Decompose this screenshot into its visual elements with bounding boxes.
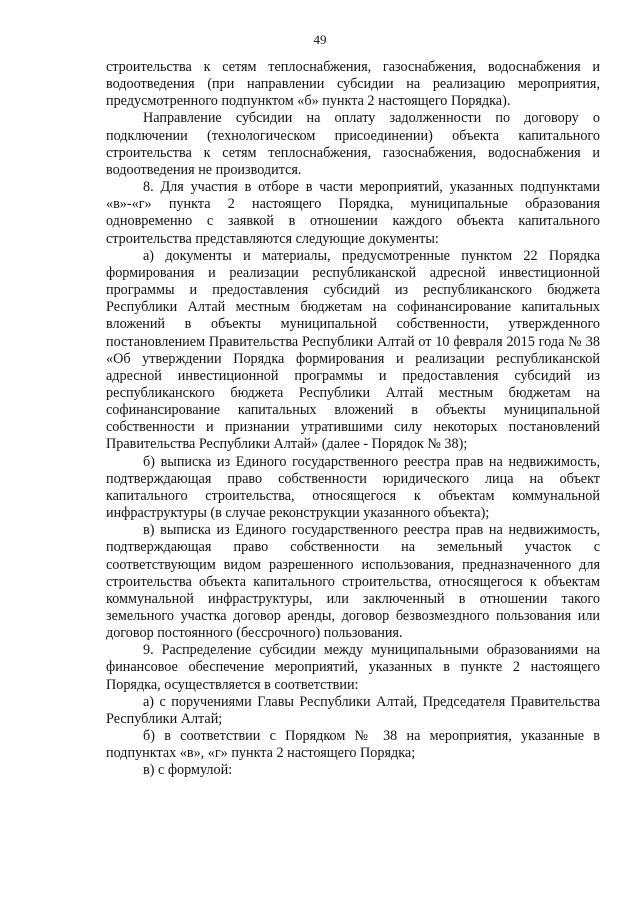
- paragraph: 9. Распределение субсидии между муниципальными образованиями на финансовое обеспечение мероприятий, указанных в пункте 2 настоящего Порядка, осуществляется в соответствии:: [106, 642, 600, 693]
- body-text: [106, 59, 600, 780]
- paragraph: строительства к сетям теплоснабжения, газоснабжения, водоснабжения и водоотведения (при направлении субсидии на реализацию мероприятия, предусмотренного подпунктом «б» пункта 2 настоящего Порядка).: [106, 59, 600, 110]
- paragraph: а) документы и материалы, предусмотренные пунктом 22 Порядка формирования и реализации республиканской адресной инвестиционной программы и предоставления субсидий из республиканского бюджета Республики Алтай местным бюджетам на софинансирование капитальных вложений в объекты муниципальной собственности, утвержденного постановлением Правительства Республики Алтай от 10 февраля 2015 года № 38 «Об утверждении Порядка формирования и реализации республиканской адресной инвестиционной программы и предоставления субсидий из республиканского бюджета Республики Алтай местным бюджетам на софинансирование капитальных вложений в объекты муниципальной собственности и признании утратившими силу некоторых постановлений Правительства Республики Алтай» (далее - Порядок № 38);: [106, 247, 600, 453]
- paragraph: Направление субсидии на оплату задолженности по договору о подключении (технологическом присоединении) объекта капитального строительства к сетям теплоснабжения, газоснабжения, водоснабжения и водоотведения не производится.: [106, 110, 600, 178]
- paragraph: в) с формулой:: [143, 762, 233, 779]
- paragraph: в) выписка из Единого государственного реестра прав на недвижимость, подтверждающая право собственности на земельный участок с соответствующим видом разрешенного использования, предназначенного для строительства объекта капитального строительства, относящегося к объектам коммунальной инфраструктуры, или заключенный в отношении такого земельного участка договор аренды, договор безвозмездного пользования или договор постоянного (бессрочного) пользования.: [106, 522, 600, 642]
- page-number: 49: [313, 32, 327, 47]
- paragraph: 8. Для участия в отборе в части мероприятий, указанных подпунктами «в»-«г» пункта 2 настоящего Порядка, муниципальные образования одновременно с заявкой в отношении каждого объекта капитального строительства представляются следующие документы:: [106, 179, 600, 247]
- paragraph: б) выписка из Единого государственного реестра прав на недвижимость, подтверждающая право собственности юридического лица на объект капитального строительства, относящегося к объектам коммунальной инфраструктуры (в случае реконструкции указанного объекта);: [106, 453, 600, 522]
- paragraph: а) с поручениями Главы Республики Алтай, Председателя Правительства Республики Алтай;: [106, 693, 600, 727]
- paragraph: б) в соответствии с Порядком № 38 на мероприятия, указанные в подпунктах «в», «г» пункта 2 настоящего Порядка;: [106, 728, 600, 762]
